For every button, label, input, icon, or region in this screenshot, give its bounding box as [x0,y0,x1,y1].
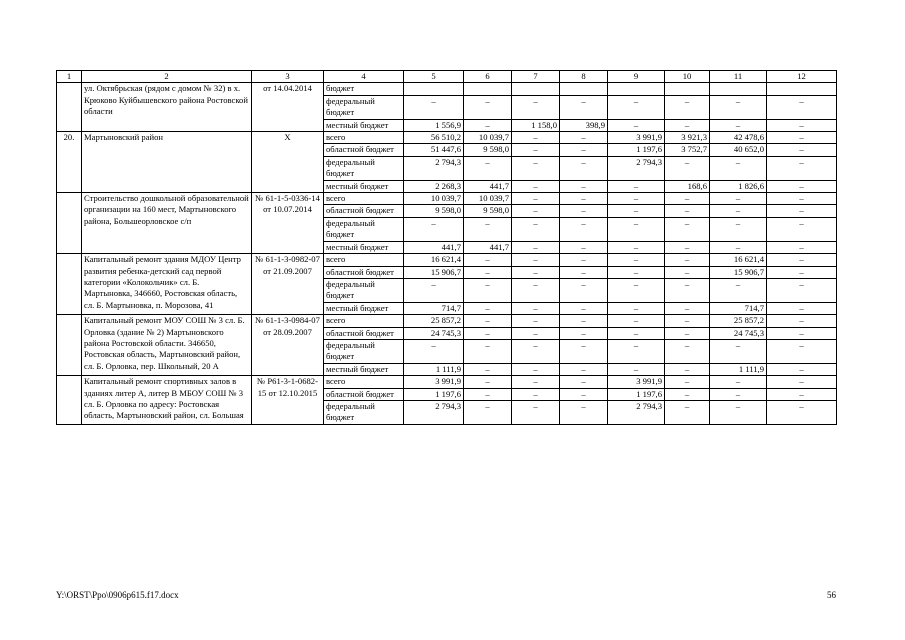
value-cell: – [404,278,464,302]
value-cell: 714,7 [404,302,464,314]
table-row [57,193,837,205]
value-cell: – [560,217,608,241]
value-cell: – [608,180,665,192]
value-cell: 42 478,6 [710,132,767,144]
value-cell: – [710,156,767,180]
value-cell: – [665,205,710,217]
column-header: 8 [560,71,608,83]
object-name: ул. Октябрьская (рядом с домом № 32) в х. Крюково Куйбышевского района Ростовской области [82,83,252,132]
value-cell: – [560,193,608,205]
value-cell [404,83,464,95]
value-cell: – [464,388,512,400]
value-cell: – [560,363,608,375]
value-cell: – [710,95,767,119]
value-cell: – [560,400,608,424]
value-cell: 3 921,3 [665,132,710,144]
value-cell: 1 158,0 [512,119,560,131]
value-cell: 56 510,2 [404,132,464,144]
funding-source: областной бюджет [324,144,404,156]
funding-source: всего [324,254,404,266]
value-cell: – [608,95,665,119]
value-cell [665,83,710,95]
row-number [57,254,82,315]
value-cell: – [404,95,464,119]
value-cell: 10 039,7 [464,193,512,205]
value-cell: – [464,302,512,314]
table-row [57,315,837,327]
value-cell: 441,7 [464,180,512,192]
value-cell: – [767,95,837,119]
column-header: 7 [512,71,560,83]
value-cell: – [665,241,710,253]
value-cell: – [665,388,710,400]
value-cell: – [560,156,608,180]
funding-source: областной бюджет [324,266,404,278]
value-cell: – [560,254,608,266]
value-cell: – [665,254,710,266]
value-cell [608,83,665,95]
funding-source: местный бюджет [324,180,404,192]
value-cell: – [560,339,608,363]
value-cell: – [665,400,710,424]
value-cell: – [665,217,710,241]
value-cell: – [512,132,560,144]
value-cell: – [512,156,560,180]
value-cell: 168,6 [665,180,710,192]
table-row [57,254,837,266]
document-ref: Х [252,132,324,193]
value-cell: – [464,156,512,180]
funding-source: местный бюджет [324,363,404,375]
value-cell: – [464,254,512,266]
column-header: 5 [404,71,464,83]
value-cell: – [710,241,767,253]
value-cell: – [560,376,608,388]
value-cell: – [512,315,560,327]
funding-source: местный бюджет [324,119,404,131]
value-cell: – [608,327,665,339]
value-cell: 3 991,9 [404,376,464,388]
funding-source: федеральный бюджет [324,400,404,424]
funding-source: областной бюджет [324,205,404,217]
value-cell: – [560,302,608,314]
table-row [57,376,837,388]
value-cell [560,83,608,95]
value-cell: 1 111,9 [404,363,464,375]
value-cell: – [665,95,710,119]
file-path: Y:\ORST\Ppo\0906p615.f17.docx [56,590,179,600]
funding-source: всего [324,132,404,144]
value-cell: 9 598,0 [464,205,512,217]
column-header: 12 [767,71,837,83]
value-cell: 51 447,6 [404,144,464,156]
value-cell: 16 621,4 [404,254,464,266]
value-cell: 3 752,7 [665,144,710,156]
value-cell: – [512,363,560,375]
value-cell: 40 652,0 [710,144,767,156]
funding-source: местный бюджет [324,302,404,314]
funding-source: всего [324,315,404,327]
value-cell: – [710,339,767,363]
value-cell: – [767,302,837,314]
value-cell: 2 268,3 [404,180,464,192]
value-cell: – [710,217,767,241]
value-cell: – [767,388,837,400]
object-name: Капитальный ремонт спортивных залов в зданиях литер А, литер В МБОУ СОШ № 3 сл. Б. Орловка по адресу: Ростовская область, Мартыновский район, сл. Большая [82,376,252,425]
value-cell: – [464,327,512,339]
value-cell: – [767,339,837,363]
table-body [57,71,837,425]
value-cell: – [608,241,665,253]
budget-table [56,70,837,425]
funding-source: местный бюджет [324,241,404,253]
value-cell: – [512,180,560,192]
value-cell: – [560,241,608,253]
value-cell: – [608,205,665,217]
value-cell: 9 598,0 [464,144,512,156]
value-cell: 714,7 [710,302,767,314]
document-ref: № 61-1-3-0982-07 от 21.09.2007 [252,254,324,315]
value-cell: – [665,327,710,339]
row-number [57,376,82,425]
value-cell: 1 197,6 [404,388,464,400]
value-cell: 15 906,7 [710,266,767,278]
value-cell: – [512,302,560,314]
value-cell: – [767,217,837,241]
value-cell: – [560,327,608,339]
value-cell: – [608,363,665,375]
value-cell: 2 794,3 [404,400,464,424]
value-cell: – [512,144,560,156]
value-cell: – [512,95,560,119]
value-cell: – [665,363,710,375]
document-ref: № Р61-3-1-0682-15 от 12.10.2015 [252,376,324,425]
row-number [57,83,82,132]
value-cell: – [512,241,560,253]
value-cell: 3 991,9 [608,132,665,144]
table-row [57,83,837,95]
value-cell: – [665,339,710,363]
value-cell: – [767,241,837,253]
funding-source: бюджет [324,83,404,95]
value-cell: – [608,266,665,278]
value-cell: – [608,193,665,205]
value-cell: 1 556,9 [404,119,464,131]
funding-source: областной бюджет [324,388,404,400]
value-cell: – [464,315,512,327]
value-cell: – [608,254,665,266]
value-cell: – [767,363,837,375]
value-cell: 1 197,6 [608,388,665,400]
document-ref: № 61-1-5-0336-14 от 10.07.2014 [252,193,324,254]
value-cell: – [512,388,560,400]
value-cell: 398,9 [560,119,608,131]
value-cell: – [665,193,710,205]
value-cell: – [464,339,512,363]
value-cell: 1 111,9 [710,363,767,375]
value-cell: – [710,278,767,302]
value-cell: – [767,315,837,327]
value-cell: – [767,132,837,144]
value-cell: 10 039,7 [464,132,512,144]
value-cell: – [665,278,710,302]
value-cell: – [665,119,710,131]
object-name: Капитальный ремонт МОУ СОШ № 3 сл. Б. Орловка (здание № 2) Мартыновского района Ростовской области. 346650, Ростовская область, Мартыновский район, сл. Б. Орловка, пер. Школьный, 20 А [82,315,252,376]
value-cell: – [560,266,608,278]
value-cell: 16 621,4 [710,254,767,266]
value-cell: – [560,278,608,302]
page-number: 56 [827,590,836,600]
value-cell: 9 598,0 [404,205,464,217]
funding-source: федеральный бюджет [324,95,404,119]
value-cell: – [608,315,665,327]
value-cell: – [710,205,767,217]
value-cell: – [767,278,837,302]
value-cell: 2 794,3 [608,400,665,424]
page-footer [56,590,836,600]
value-cell: – [710,193,767,205]
value-cell: – [767,119,837,131]
value-cell: – [710,119,767,131]
value-cell [464,83,512,95]
value-cell: – [767,327,837,339]
value-cell: – [608,119,665,131]
value-cell: – [512,217,560,241]
funding-source: федеральный бюджет [324,339,404,363]
value-cell: – [512,193,560,205]
value-cell: – [512,400,560,424]
funding-source: областной бюджет [324,327,404,339]
value-cell: – [560,205,608,217]
column-header: 11 [710,71,767,83]
value-cell: – [560,132,608,144]
value-cell: – [665,302,710,314]
value-cell: 24 745,3 [404,327,464,339]
value-cell [767,83,837,95]
value-cell: – [464,266,512,278]
value-cell: – [608,278,665,302]
value-cell: – [512,376,560,388]
value-cell: – [608,217,665,241]
header-row [57,71,837,83]
value-cell: – [464,278,512,302]
value-cell: – [464,363,512,375]
value-cell: – [512,278,560,302]
column-header: 3 [252,71,324,83]
value-cell: – [512,254,560,266]
value-cell: – [512,327,560,339]
value-cell: – [560,388,608,400]
funding-source: федеральный бюджет [324,156,404,180]
value-cell: – [710,388,767,400]
value-cell: – [404,217,464,241]
column-header: 4 [324,71,404,83]
value-cell: 441,7 [404,241,464,253]
value-cell: – [464,400,512,424]
funding-source: федеральный бюджет [324,217,404,241]
value-cell [512,83,560,95]
value-cell: 25 857,2 [404,315,464,327]
column-header: 1 [57,71,82,83]
document-ref: № 61-1-3-0984-07 от 28.09.2007 [252,315,324,376]
value-cell: 3 991,9 [608,376,665,388]
value-cell: – [464,376,512,388]
value-cell: 15 906,7 [404,266,464,278]
value-cell: – [404,339,464,363]
value-cell: – [560,95,608,119]
funding-source: всего [324,376,404,388]
document-ref: от 14.04.2014 [252,83,324,132]
value-cell: 25 857,2 [710,315,767,327]
value-cell: – [560,144,608,156]
value-cell: – [767,400,837,424]
value-cell: – [710,400,767,424]
value-cell: 441,7 [464,241,512,253]
column-header: 10 [665,71,710,83]
column-header: 2 [82,71,252,83]
value-cell: 2 794,3 [404,156,464,180]
value-cell: – [767,205,837,217]
value-cell: – [464,95,512,119]
row-number [57,193,82,254]
column-header: 9 [608,71,665,83]
value-cell: – [665,315,710,327]
value-cell: – [767,156,837,180]
value-cell: – [560,180,608,192]
value-cell: – [767,193,837,205]
value-cell: – [560,315,608,327]
row-number: 20. [57,132,82,193]
value-cell: – [464,217,512,241]
value-cell: – [512,266,560,278]
value-cell: – [767,266,837,278]
value-cell: – [665,266,710,278]
value-cell: – [767,144,837,156]
value-cell [710,83,767,95]
value-cell: – [665,376,710,388]
value-cell: – [512,205,560,217]
value-cell: – [665,156,710,180]
value-cell: 1 826,6 [710,180,767,192]
column-header: 6 [464,71,512,83]
table-row [57,132,837,144]
value-cell: – [512,339,560,363]
funding-source: всего [324,193,404,205]
value-cell: – [767,254,837,266]
value-cell: 10 039,7 [404,193,464,205]
funding-source: федеральный бюджет [324,278,404,302]
value-cell: – [710,376,767,388]
value-cell: – [464,119,512,131]
object-name: Капитальный ремонт здания МДОУ Центр развития ребенка-детский сад первой категории «Колокольчик» сл. Б. Мартыновка, 346660, Ростовская область, сл. Б. Мартыновка, п. Морозова, 41 [82,254,252,315]
value-cell: – [608,302,665,314]
row-number [57,315,82,376]
value-cell: – [608,339,665,363]
value-cell: 24 745,3 [710,327,767,339]
object-name: Мартыновский район [82,132,252,193]
value-cell: – [767,180,837,192]
value-cell: 2 794,3 [608,156,665,180]
value-cell: 1 197,6 [608,144,665,156]
value-cell: – [767,376,837,388]
object-name: Строительство дошкольной образовательной организации на 160 мест, Мартыновского района, Большеорловское с/п [82,193,252,254]
